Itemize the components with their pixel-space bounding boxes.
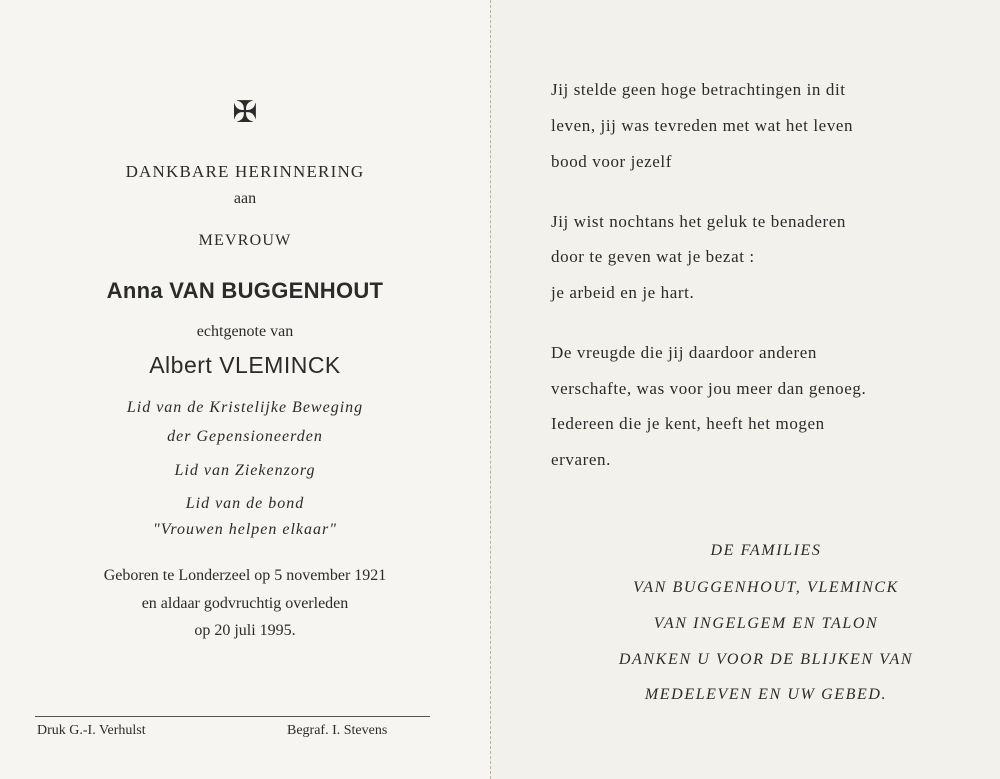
- membership-line: Lid van Ziekenzorg: [174, 462, 316, 479]
- footer-divider: [35, 716, 430, 717]
- birth-death-line: Geboren te Londerzeel op 5 november 1921: [103, 567, 387, 584]
- families-line: VAN BUGGENHOUT, VLEMINCK: [633, 579, 899, 596]
- printer-credit: Druk G.-I. Verhulst: [37, 723, 146, 738]
- left-page: [0, 0, 490, 779]
- poem-line: je arbeid en je hart.: [551, 283, 695, 302]
- poem-line: bood voor jezelf: [551, 152, 673, 171]
- poem-line: verschafte, was voor jou meer dan genoeg.: [551, 379, 867, 398]
- cross-icon: ✠: [232, 96, 258, 129]
- membership-line: Lid van de Kristelijke Beweging: [126, 399, 364, 416]
- poem-line: Jij stelde geen hoge betrachtingen in dit: [551, 80, 846, 99]
- membership-line: der Gepensioneerden: [167, 428, 323, 445]
- spouse-intro: echtgenote van: [196, 323, 294, 340]
- title-mevrouw: MEVROUW: [198, 232, 292, 249]
- families-line: VAN INGELGEM EN TALON: [653, 615, 879, 632]
- heading: DANKBARE HERINNERING: [125, 162, 365, 181]
- right-page: [491, 0, 1000, 779]
- poem-line: Jij wist nochtans het geluk te benaderen: [551, 212, 846, 231]
- spouse-name: Albert VLEMINCK: [149, 352, 341, 378]
- membership-line: Lid van de bond: [185, 495, 305, 512]
- poem-line: ervaren.: [551, 450, 612, 469]
- poem-line: Iedereen die je kent, heeft het mogen: [551, 414, 825, 433]
- birth-death-line: op 20 juli 1995.: [194, 622, 296, 639]
- membership-line: "Vrouwen helpen elkaar": [153, 521, 337, 538]
- birth-death-line: en aldaar godvruchtig overleden: [141, 595, 349, 612]
- aan-text: aan: [233, 190, 257, 207]
- undertaker-credit: Begraf. I. Stevens: [287, 723, 388, 738]
- poem-line: leven, jij was tevreden met wat het leven: [551, 116, 854, 135]
- families-line: DANKEN U VOOR DE BLIJKEN VAN: [618, 651, 914, 668]
- families-line: DE FAMILIES: [710, 542, 822, 559]
- poem-line: De vreugde die jij daardoor anderen: [551, 343, 817, 362]
- families-line: MEDELEVEN EN UW GEBED.: [644, 686, 888, 703]
- deceased-name: Anna VAN BUGGENHOUT: [106, 278, 384, 303]
- poem-line: door te geven wat je bezat :: [551, 247, 755, 266]
